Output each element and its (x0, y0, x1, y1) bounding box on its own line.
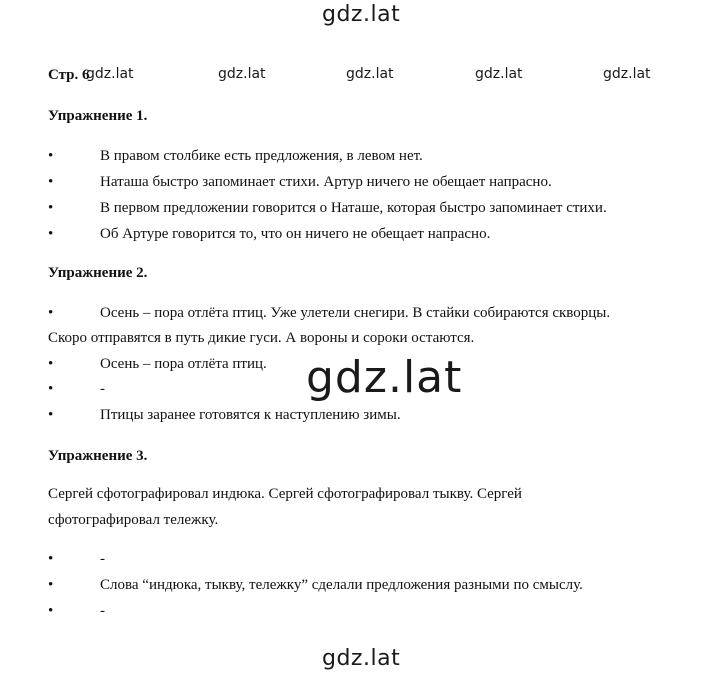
item-text: - (100, 551, 105, 567)
item-text: Осень – пора отлёта птиц. (100, 356, 267, 372)
item-text: Птицы заранее готовятся к наступлению зимы. (100, 407, 401, 423)
exercise-3-paragraph-line-1: Сергей сфотографировал индюка. Сергей сфотографировал тыкву. Сергей (48, 486, 522, 502)
bullet-icon: • (48, 407, 54, 423)
exercise-3-heading: Упражнение 3. (48, 448, 148, 464)
watermark-row-1: gdz.lat (86, 66, 134, 82)
exercise-2-heading: Упражнение 2. (48, 265, 148, 281)
bullet-icon: • (48, 356, 54, 372)
bullet-icon: • (48, 148, 54, 164)
item-text: В первом предложении говорится о Наташе, которая быстро запоминает стихи. (100, 200, 607, 216)
bullet-icon: • (48, 305, 54, 321)
watermark-row-3: gdz.lat (346, 66, 394, 82)
item-text: Слова “индюка, тыкву, тележку” сделали предложения разными по смыслу. (100, 577, 583, 593)
bullet-icon: • (48, 174, 54, 190)
watermark-row-5: gdz.lat (603, 66, 651, 82)
exercise-1-heading: Упражнение 1. (48, 108, 148, 124)
bullet-icon: • (48, 603, 54, 619)
bullet-icon: • (48, 577, 54, 593)
watermark-row-2: gdz.lat (218, 66, 266, 82)
bullet-icon: • (48, 551, 54, 567)
bullet-icon: • (48, 200, 54, 216)
bullet-icon: • (48, 226, 54, 242)
item-text: Наташа быстро запоминает стихи. Артур ничего не обещает напрасно. (100, 174, 552, 190)
watermark-row-4: gdz.lat (475, 66, 523, 82)
watermark-bottom: gdz.lat (322, 646, 401, 671)
item-text: - (100, 603, 105, 619)
watermark-center: gdz.lat (306, 352, 463, 403)
bullet-icon: • (48, 381, 54, 397)
page-ref: Стр. 6 (48, 67, 90, 83)
watermark-top: gdz.lat (322, 2, 401, 27)
item-text: - (100, 381, 105, 397)
item-text: Осень – пора отлёта птиц. Уже улетели снегири. В стайки собираются скворцы. (100, 305, 611, 321)
exercise-2-item-1-continuation: Скоро отправятся в путь дикие гуси. А вороны и сороки остаются. (48, 330, 475, 346)
item-text: Об Артуре говорится то, что он ничего не обещает напрасно. (100, 226, 491, 242)
item-text: В правом столбике есть предложения, в левом нет. (100, 148, 423, 164)
exercise-3-paragraph-line-2: сфотографировал тележку. (48, 512, 219, 528)
